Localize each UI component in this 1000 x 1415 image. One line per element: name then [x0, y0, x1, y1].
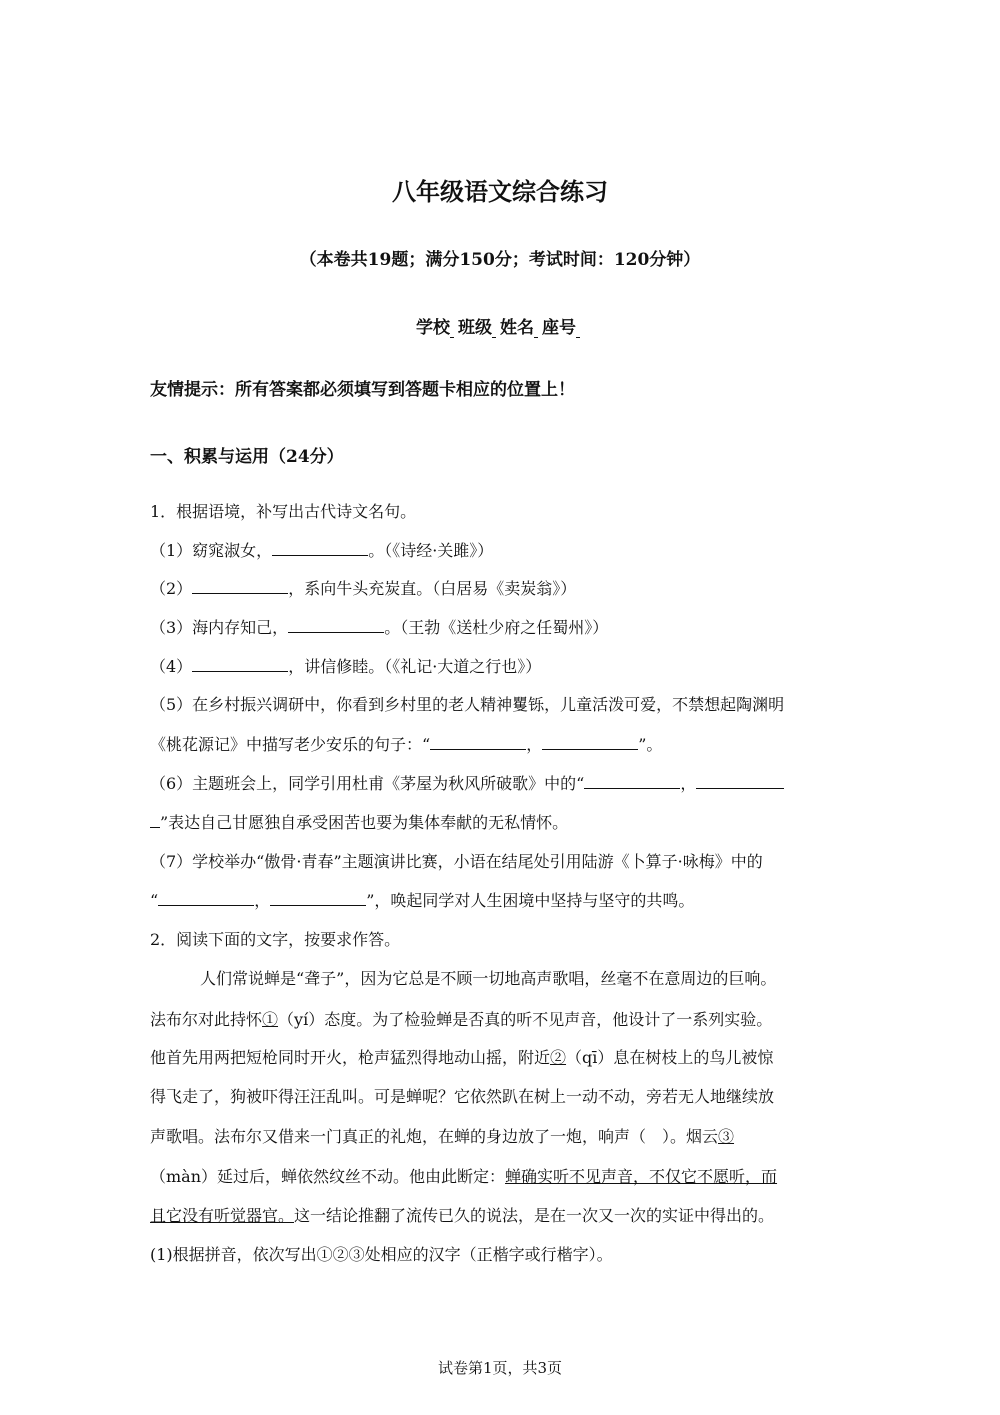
blank-marker-3: ③ — [718, 1127, 735, 1146]
friendly-tip: 友情提示：所有答案都必须填写到答题卡相应的位置上！ — [150, 380, 575, 400]
item-text: 。（《诗经·关雎》） — [368, 541, 494, 560]
question-1-item-6-line-2 — [150, 812, 568, 834]
item-text: （4） — [150, 657, 193, 676]
question-1-item-7-line-2 — [150, 890, 694, 912]
question-1-item-7-line-1: （7）学校举办“傲骨·青春”主题演讲比赛，小语在结尾处引用陆游《卜算子·咏梅》中的 — [150, 852, 763, 871]
question-2-sub-1: (1)根据拼音，依次写出①②③处相应的汉字（正楷字或行楷字）。 — [150, 1245, 613, 1264]
class-blank[interactable] — [492, 321, 496, 338]
question-1-item-1 — [150, 540, 493, 562]
passage-line-5 — [150, 1126, 734, 1148]
school-label: 学校 — [416, 318, 450, 338]
answer-blank[interactable] — [150, 813, 160, 828]
passage-text: （qī）息在树枝上的鸟儿被惊 — [566, 1048, 774, 1067]
student-info — [0, 313, 1000, 338]
answer-blank[interactable] — [542, 735, 638, 750]
answer-blank[interactable] — [192, 579, 288, 594]
item-text: （3）海内存知己， — [150, 618, 289, 637]
passage-text: 声歌唱。法布尔又借来一门真正的礼炮，在蝉的身边放了一炮，响声（ ）。烟云 — [150, 1127, 719, 1146]
question-1-item-3 — [150, 617, 608, 639]
item-text: ， — [254, 891, 271, 910]
item-text: ， — [526, 735, 543, 754]
item-text: ”表达自己甘愿独自承受困苦也要为集体奉献的无私情怀。 — [160, 813, 569, 832]
class-label: 班级 — [458, 318, 492, 338]
passage-line-6 — [150, 1166, 777, 1188]
passage-text: 他首先用两把短枪同时开火，枪声猛烈得地动山摇，附近 — [150, 1048, 551, 1067]
passage-text: 法布尔对此持怀 — [150, 1010, 263, 1029]
item-text: ，讲信修睦。（《礼记·大道之行也》） — [288, 657, 542, 676]
answer-blank[interactable] — [584, 774, 680, 789]
answer-blank[interactable] — [430, 735, 526, 750]
answer-blank[interactable] — [192, 657, 288, 672]
page-footer: 试卷第1页，共3页 — [437, 1359, 563, 1377]
item-text: 《桃花源记》中描写老少安乐的句子：“ — [150, 735, 431, 754]
item-text: 。（王勃《送杜少府之任蜀州》） — [384, 618, 609, 637]
answer-blank[interactable] — [696, 774, 784, 789]
exam-subtitle: （本卷共19题；满分150分；考试时间：120分钟） — [299, 250, 701, 270]
passage-line-1: 人们常说蝉是“聋子”，因为它总是不顾一切地高声歌唱，丝毫不在意周边的巨响。 — [200, 969, 777, 988]
item-text: ， — [680, 774, 697, 793]
answer-blank[interactable] — [270, 891, 366, 906]
passage-text: （yí）态度。为了检验蝉是否真的听不见声音，他设计了一系列实验。 — [278, 1010, 773, 1029]
question-1-item-5-line-2 — [150, 734, 662, 756]
seat-label: 座号 — [542, 318, 576, 338]
school-blank[interactable] — [450, 321, 454, 338]
answer-blank[interactable] — [288, 618, 384, 633]
item-text: （6）主题班会上，同学引用杜甫《茅屋为秋风所破歌》中的“ — [150, 774, 585, 793]
seat-blank[interactable] — [576, 321, 580, 338]
question-2-stem: 2．阅读下面的文字，按要求作答。 — [150, 930, 401, 949]
passage-line-3 — [150, 1047, 773, 1069]
item-text: “ — [150, 891, 159, 910]
answer-blank[interactable] — [158, 891, 254, 906]
question-1-item-6-line-1 — [150, 773, 784, 795]
question-1-item-5-line-1: （5）在乡村振兴调研中，你看到乡村里的老人精神矍铄，儿童活泼可爱，不禁想起陶渊明 — [150, 695, 785, 714]
passage-text: （màn）延过后，蝉依然纹丝不动。他由此断定： — [150, 1167, 506, 1186]
passage-line-4: 得飞走了，狗被吓得汪汪乱叫。可是蝉呢？它依然趴在树上一动不动，旁若无人地继续放 — [150, 1087, 775, 1106]
name-label: 姓名 — [500, 318, 534, 338]
passage-text: 这一结论推翻了流传已久的说法，是在一次又一次的实证中得出的。 — [294, 1206, 775, 1225]
item-text: ”。 — [638, 735, 663, 754]
item-text: ，系向牛头充炭直。（白居易《卖炭翁》） — [288, 579, 577, 598]
blank-marker-1: ① — [262, 1010, 279, 1029]
question-1-stem: 1．根据语境，补写出古代诗文名句。 — [150, 502, 417, 521]
item-text: （2） — [150, 579, 193, 598]
question-1-item-4 — [150, 656, 541, 678]
answer-blank[interactable] — [272, 541, 368, 556]
blank-marker-2: ② — [550, 1048, 567, 1067]
question-1-item-2 — [150, 578, 576, 600]
passage-line-7 — [150, 1205, 774, 1227]
underlined-sentence: 蝉确实听不见声音，不仅它不愿听，而 — [505, 1167, 778, 1186]
passage-line-2 — [150, 1009, 772, 1031]
section-1-heading: 一、积累与运用（24分） — [150, 447, 344, 467]
item-text: ”，唤起同学对人生困境中坚持与坚守的共鸣。 — [366, 891, 695, 910]
item-text: （1）窈窕淑女， — [150, 541, 273, 560]
document-title: 八年级语文综合练习 — [392, 178, 608, 206]
name-blank[interactable] — [534, 321, 538, 338]
underlined-sentence: 且它没有听觉器官。 — [150, 1206, 295, 1225]
